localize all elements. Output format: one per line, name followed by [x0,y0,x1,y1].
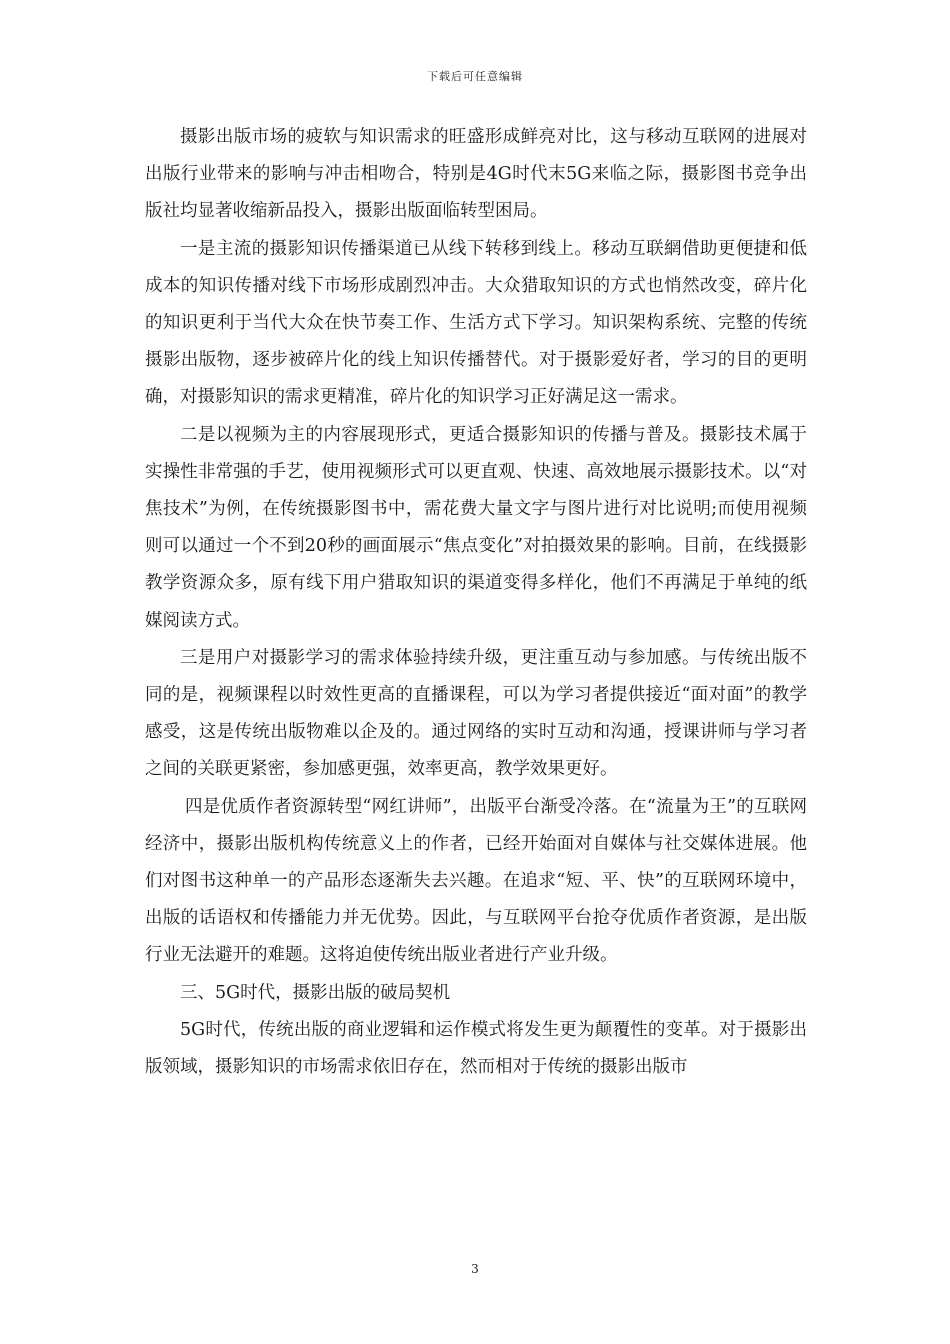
paragraph-point-four: 四是优质作者资源转型“网红讲师”，出版平台渐受冷落。在“流量为王”的互联网经济中，摄影出版机构传统意义上的作者，已经开始面对自媒体与社交媒体进展。他们对图书这种单一的产品形态逐渐失去兴趣。在追求“短、平、快”的互联网环境中，出版的话语权和传播能力并无优势。因此，与互联网平台抢夺优质作者资源，是出版行业无法避开的难题。这将迫使传统出版业者进行产业升级。 [145,796,807,966]
paragraph-point-one: 一是主流的摄影知识传播渠道已从线下转移到线上。移动互联網借助更便捷和低成本的知识传播对线下市场形成剧烈冲击。大众猎取知识的方式也悄然改变，碎片化的知识更利于当代大众在快节奏工作、生活方式下学习。知识架构系统、完整的传统摄影出版物，逐步被碎片化的线上知识传播替代。对于摄影爱好者，学习的目的更明确，对摄影知识的需求更精准，碎片化的知识学习正好满足这一需求。 [145,238,807,408]
page-number: 3 [471,1262,479,1276]
paragraph-5g-era: 5G时代，传统出版的商业逻辑和运作模式将发生更为颠覆性的变革。对于摄影出版领域，摄影知识的市场需求依旧存在，然而相对于传统的摄影出版市 [145,1019,807,1078]
body-text [145,119,807,1086]
paragraph-intro: 摄影出版市场的疲软与知识需求的旺盛形成鲜亮对比，这与移动互联网的进展对出版行业带来的影响与冲击相吻合，特别是4G时代末5G来临之际，摄影图书竞争出版社均显著收缩新品投入，摄影出版面临转型困局。 [145,127,807,222]
header-note: 下载后可任意编辑 [427,70,523,83]
section-heading: 三、5G时代，摄影出版的破局契机 [180,982,451,1003]
paragraph-point-three: 三是用户对摄影学习的需求体验持续升级，更注重互动与参加感。与传统出版不同的是，视频课程以时效性更高的直播课程，可以为学习者提供接近“面对面”的教学感受，这是传统出版物难以企及的。通过网络的实时互动和沟通，授课讲师与学习者之间的关联更紧密，参加感更强，效率更高，教学效果更好。 [145,647,807,780]
paragraph-point-two: 二是以视频为主的内容展现形式，更适合摄影知识的传播与普及。摄影技术属于实操性非常强的手艺，使用视频形式可以更直观、快速、高效地展示摄影技术。以“对焦技术”为例，在传统摄影图书中，需花费大量文字与图片进行对比说明;而使用视频则可以通过一个不到20秒的画面展示“焦点变化”对拍摄效果的影响。目前，在线摄影教学资源众多，原有线下用户猎取知识的渠道变得多样化，他们不再满足于单纯的纸媒阅读方式。 [145,424,807,631]
